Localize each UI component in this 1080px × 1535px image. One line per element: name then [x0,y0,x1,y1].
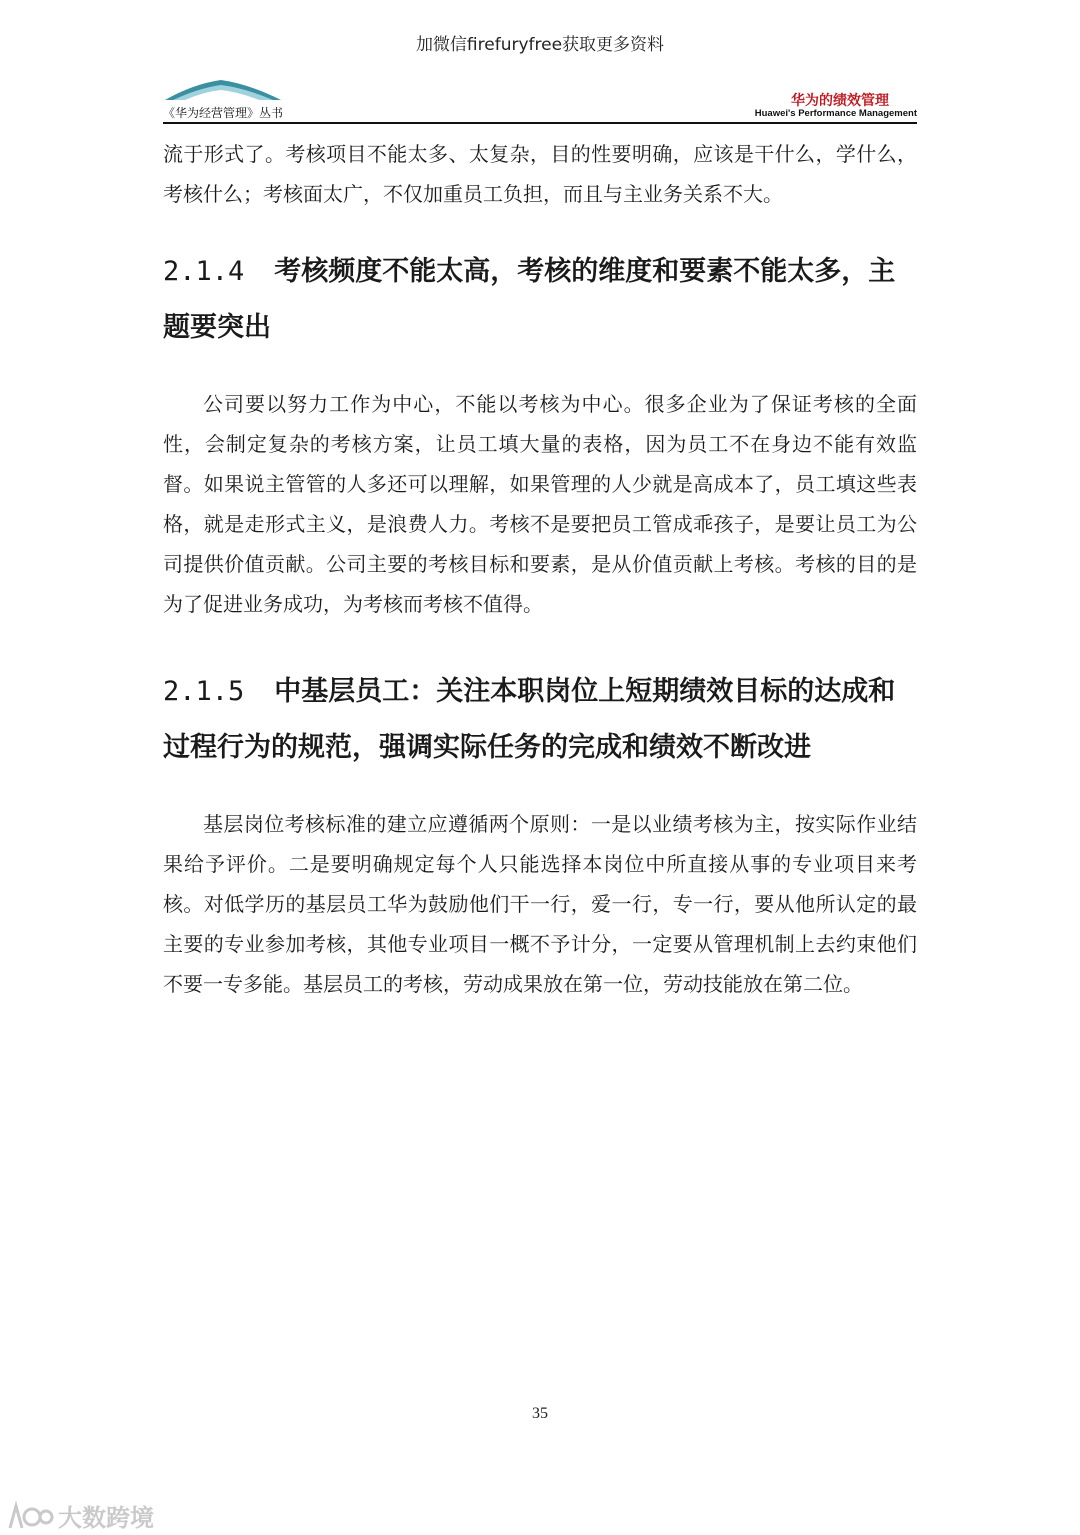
section-heading-2-1-5 [163,664,917,776]
section-heading-2-1-4 [163,244,917,356]
paragraph-2-1-4: 公司要以努力工作为中心，不能以考核为中心。很多企业为了保证考核的全面性，会制定复杂的考核方案，让员工填大量的表格，因为员工不在身边不能有效监督。如果说主管管的人多还可以理解，如果管理的人少就是高成本了，员工填这些表格，就是走形式主义，是浪费人力。考核不是要把员工管成乖孩子，是要让员工为公司提供价值贡献。公司主要的考核目标和要素，是从价值贡献上考核。考核的目的是为了促进业务成功，为考核而考核不值得。 [163,392,917,616]
book-title-en: Huawei's Performance Management [754,108,917,119]
section-title: 考核频度不能太高，考核的维度和要素不能太多，主题要突出 [163,256,896,343]
section-title: 中基层员工：关注本职岗位上短期绩效目标的达成和过程行为的规范，强调实际任务的完成和绩效不断改进 [163,676,896,763]
watermark [6,1498,154,1533]
top-note: 加微信firefuryfree获取更多资料 [415,35,665,55]
header-divider [163,122,917,124]
watermark-logo-icon [6,1500,54,1532]
section-number: 2.1.4 [163,256,245,287]
book-series-label: 《华为经营管理》丛书 [163,106,284,120]
section-number: 2.1.5 [163,676,245,707]
book-title-cn: 华为的绩效管理 [791,93,889,109]
paragraph-continued: 流于形式了。考核项目不能太多、太复杂，目的性要明确，应该是干什么，学什么，考核什么；考核面太广，不仅加重员工负担，而且与主业务关系不大。 [163,142,917,206]
mountain-logo-icon [163,76,283,102]
page-number: 35 [532,1405,548,1422]
page-header [163,76,917,122]
paragraph-2-1-5: 基层岗位考核标准的建立应遵循两个原则：一是以业绩考核为主，按实际作业结果给予评价。二是要明确规定每个人只能选择本岗位中所直接从事的专业项目来考核。对低学历的基层员工华为鼓励他们干一行，爱一行，专一行，要从他所认定的最主要的专业参加考核，其他专业项目一概不予计分，一定要从管理机制上去约束他们不要一专多能。基层员工的考核，劳动成果放在第一位，劳动技能放在第二位。 [163,812,917,996]
watermark-text: 大数跨境 [58,1504,154,1532]
